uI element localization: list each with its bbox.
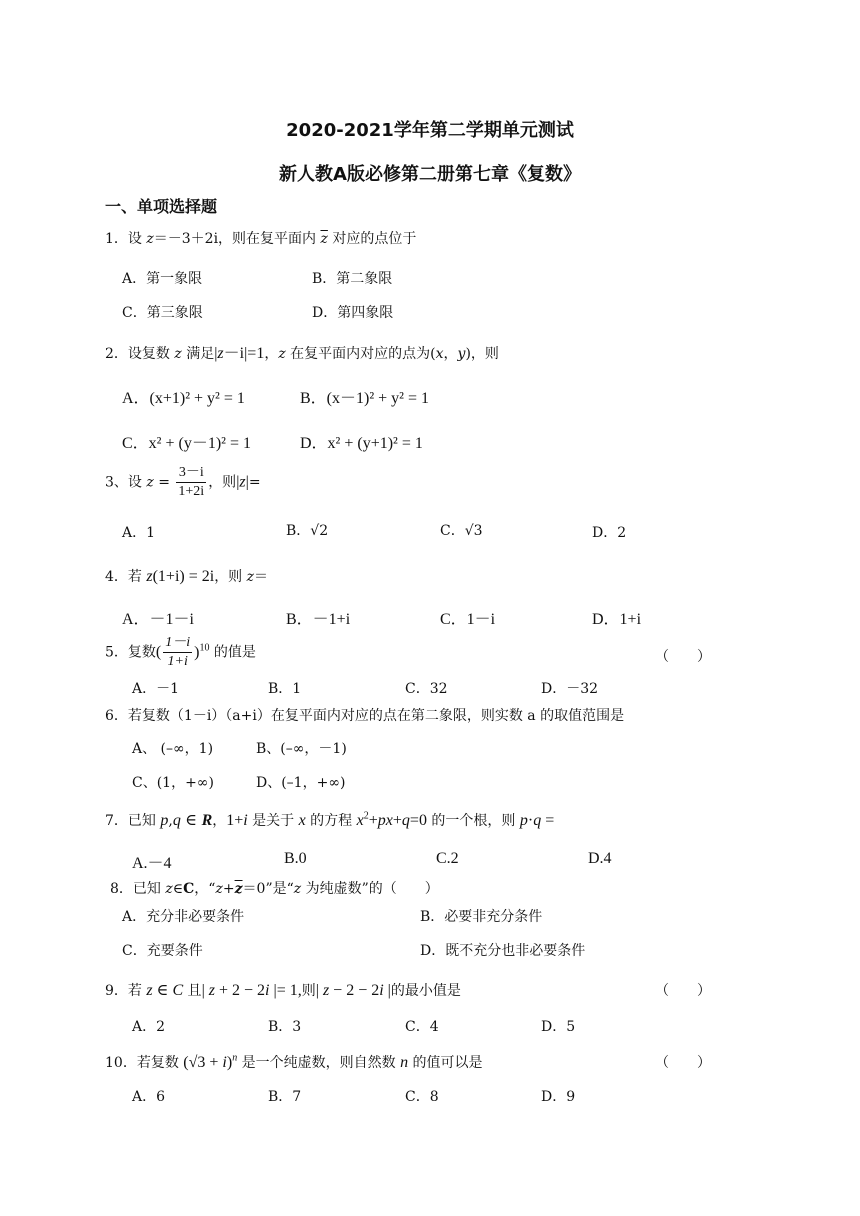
question-3: 3、设 z = $\frac{3-i}{1+2i}$ ，则|z|=	[105, 465, 261, 499]
q10-option-b: B．7	[268, 1089, 302, 1105]
q10-option-c: C．8	[405, 1089, 439, 1105]
q1-option-c: C．第三象限	[122, 305, 203, 321]
q9-answer-paren: （ ）	[655, 983, 711, 999]
q3-option-b: B．√2	[286, 523, 329, 539]
q7-option-d: D.4	[588, 850, 612, 867]
q9-option-d: D．5	[541, 1019, 576, 1035]
q6-option-d: D、(–1，+∞)	[256, 775, 346, 791]
q5-answer-paren: （ ）	[655, 649, 711, 665]
q8-option-b: B．必要非充分条件	[420, 909, 543, 925]
question-8: 8．已知 z∈C，“$z+\overline{z}=0$”是“z 为纯虚数”的（ ）	[110, 881, 439, 897]
q10-option-d: D．9	[541, 1089, 576, 1105]
q10-answer-paren: （ ）	[655, 1055, 711, 1071]
q5-option-d: D．－32	[541, 681, 599, 697]
q9-option-a: A．2	[132, 1019, 166, 1035]
question-9: 9．若 z ∈ C 且| z + 2 − 2i |= 1,则| z − 2 − 2i |的最小值是	[105, 982, 461, 999]
question-10: 10．若复数 $(√3 + i)^n$ 是一个纯虚数，则自然数 n 的值可以是	[105, 1052, 483, 1071]
question-2: 2．设复数 z 满足|z－i|=1，z 在复平面内对应的点为(x，y)，则	[105, 345, 499, 362]
q7-option-b: B.0	[284, 850, 307, 867]
q2-option-c: C．x² + (y－1)² = 1	[122, 435, 251, 452]
q7-option-c: C.2	[436, 850, 459, 867]
q4-option-c: C．1－i	[440, 611, 496, 628]
q5-option-c: C．32	[405, 681, 448, 697]
question-4: 4．若 z(1+i) = 2i，则 z＝	[105, 568, 269, 585]
q2-option-a: A．(x+1)² + y² = 1	[122, 390, 245, 407]
q9-option-c: C．4	[405, 1019, 439, 1035]
q6-option-a: A、 (–∞，1)	[132, 741, 214, 757]
doc-subtitle: 新人教A版必修第二册第七章《复数》	[279, 164, 581, 185]
q8-option-c: C．充要条件	[122, 943, 203, 959]
q4-option-d: D．1+i	[592, 611, 642, 628]
q5-option-b: B．1	[268, 681, 302, 697]
question-6: 6．若复数（1－i）（a+i）在复平面内对应的点在第二象限，则实数 a 的取值范围是	[105, 708, 625, 724]
q3-option-d: D．2	[592, 525, 627, 541]
q4-option-a: A．－1－i	[122, 611, 195, 628]
q2-option-b: B．(x－1)² + y² = 1	[300, 390, 429, 407]
question-5: 5．复数( $\frac{1-i}{1+i}$ )$^{10}$ 的值是	[105, 635, 256, 669]
q6-option-b: B、(–∞，－1)	[256, 741, 347, 757]
q8-option-a: A．充分非必要条件	[122, 909, 245, 925]
q2-option-d: D．x² + (y+1)² = 1	[300, 435, 423, 452]
q1-option-a: A．第一象限	[122, 271, 203, 287]
question-7: 7．已知 p,q ∈ R，1+i 是关于 x 的方程 $x^2+px+q=0$ 的一个根，则 p·q =	[105, 810, 555, 829]
q3-option-a: A．1	[122, 525, 156, 541]
q1-option-d: D．第四象限	[312, 305, 394, 321]
q8-option-d: D．既不充分也非必要条件	[420, 943, 586, 959]
q10-option-a: A．6	[132, 1089, 166, 1105]
q9-option-b: B．3	[268, 1019, 302, 1035]
q5-option-a: A．－1	[132, 681, 180, 697]
q3-option-c: C．√3	[440, 523, 483, 539]
q4-option-b: B．－1+i	[286, 611, 351, 628]
q7-option-a: A.－4	[132, 855, 172, 872]
section-heading: 一、单项选择题	[105, 197, 218, 216]
q6-option-c: C、(1，+∞)	[132, 775, 214, 791]
question-1: 1．设 z＝－3＋2i，则在复平面内 $\overline{z}$ 对应的点位于	[105, 231, 417, 247]
q1-option-b: B．第二象限	[312, 271, 393, 287]
doc-title: 2020-2021学年第二学期单元测试	[286, 120, 574, 141]
